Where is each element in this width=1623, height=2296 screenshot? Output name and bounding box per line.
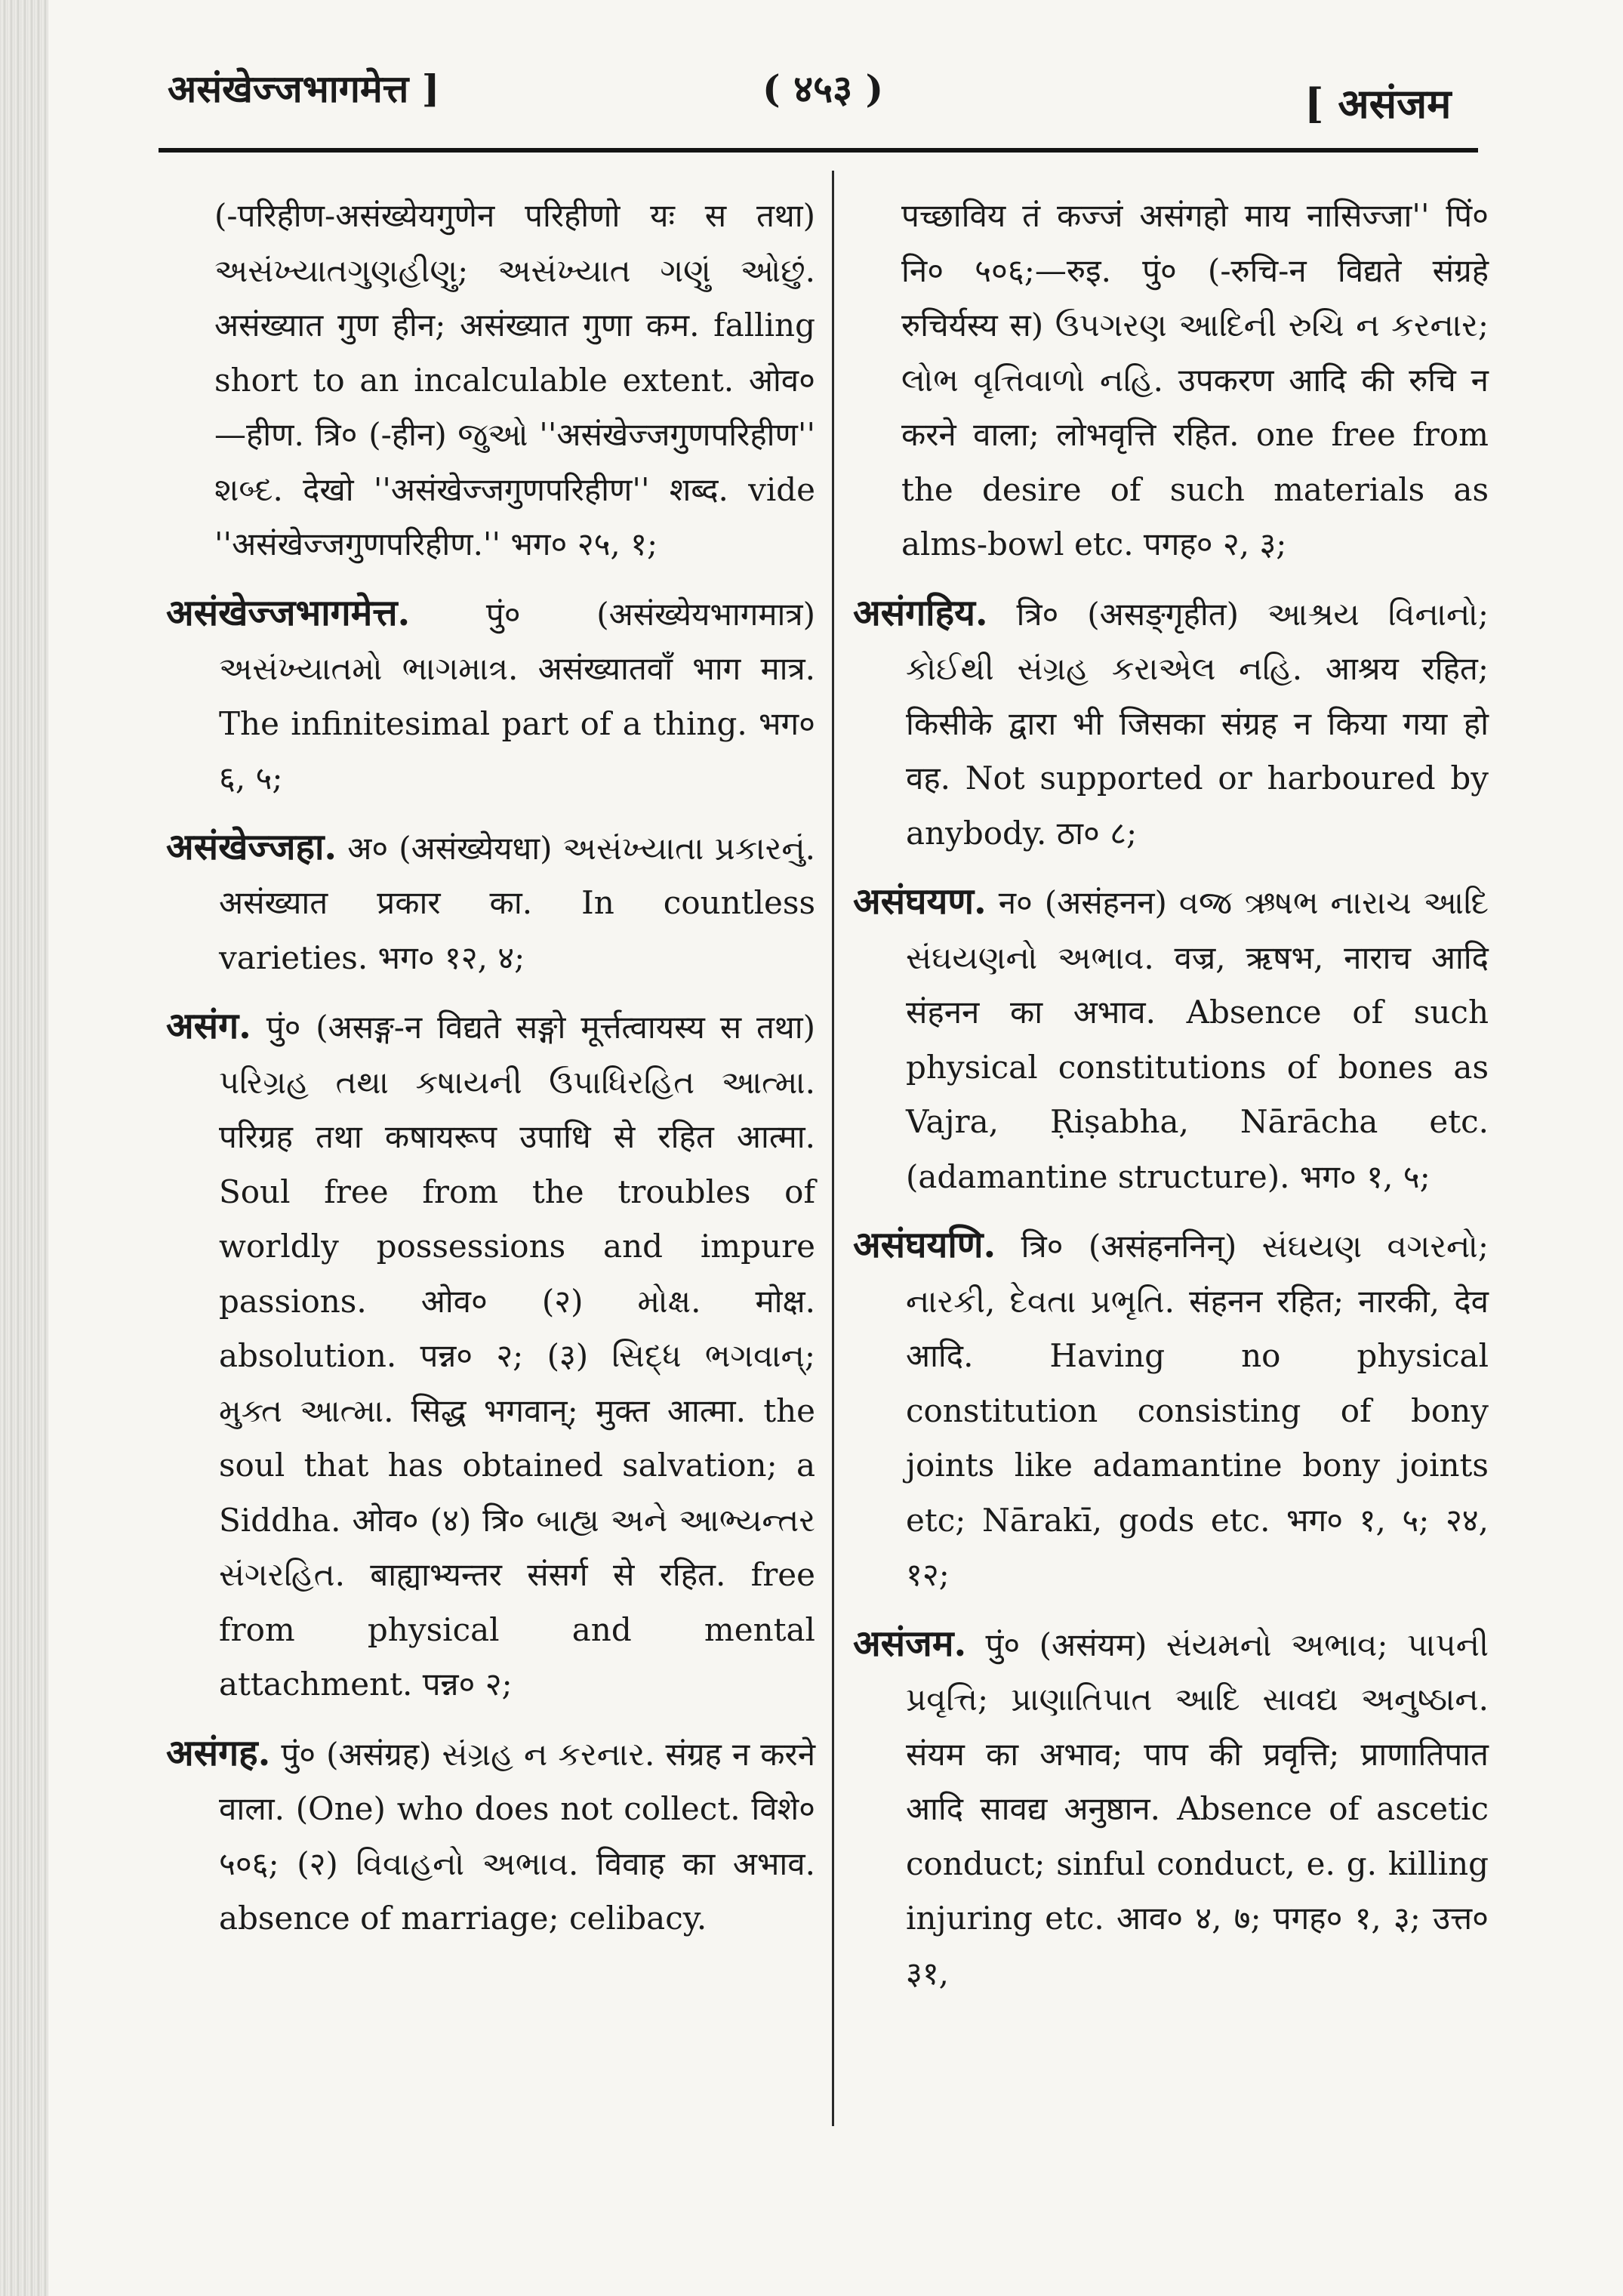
entry-headword: असंगहिय.: [853, 591, 988, 634]
entry-text: पुं० (असङ्ग-न विद्यते सङ्गो मूर्त्तत्वायस्य स तथा) પરિગ્રહ તથા કષાયની ઉપાધિરહિત આત્મા. परिग्रह तथा कषायरूप उपाधि से रहित आत्मा. Soul free from the troubles of worldly possessions and impure passions. ओव० (२) મોક્ષ. मोक्ष. absolution. पन्न० २; (३) સિદ્ધ ભગવાન્; મુક્ત આત્મા. सिद्ध भगवान्; मुक्त आत्मा. the soul that has obtained salvation; a Siddha. ओव० (४) त्रि० બાહ્ય અને આભ્યન્તર સંગરહિત. बाह्याभ्यन्तर संसर्ग से रहित. free from physical and mental attachment. पन्न० २;: [219, 1009, 815, 1703]
entry-text: पच्छाविय तं कज्जं असंगहो माय नासिज्जा'' पिं० नि० ५०६;—रुइ. पुं० (-रुचि-न विद्यते संग्रहे रुचिर्यस्य स) ઉપગરણ આદિની રુચિ ન કરનાર; લોભ વૃત્તિવાળો નહિ. उपकरण आदि की रुचि न करने वाला; लोभवृत्ति रहित. one free from the desire of such materials as alms-bowl etc. पगह० २, ३;: [901, 197, 1489, 562]
dictionary-entry: [166, 187, 815, 572]
dictionary-entry: [166, 820, 815, 986]
dictionary-entry: [853, 874, 1489, 1204]
dictionary-entry: [166, 999, 815, 1712]
dictionary-entry: [853, 1616, 1489, 2002]
dictionary-entry: [853, 586, 1489, 861]
entry-headword: असंगह.: [166, 1731, 271, 1774]
entry-headword: असंग.: [166, 1005, 251, 1047]
entry-headword: असंघयण.: [853, 880, 987, 923]
left-column: [166, 187, 815, 1960]
entry-text: (-परिहीण-असंख्येयगुणेन परिहीणो यः स तथा) અસંખ્યાતગુણહીણુ; અસંખ્યાત ગણું ઓછું. असंख्यात गुण हीन; असंख्यात गुणा कम. falling short to an incalculable extent. ओव०—हीण. त्रि० (-हीन) જુઓ ''असंखेज्जगुणपरिहीण'' શબ્દ. देखो ''असंखेज्जगुणपरिहीण'' शब्द. vide ''असंखेज्जगुणपरिहीण.'' भग० २५, १;: [214, 197, 815, 562]
column-divider: [832, 171, 834, 2126]
dictionary-entry: [166, 586, 815, 806]
entry-text: त्रि० (असङ्गृहीत) આશ્રય વિનાનો; કોઈથી સંગ્રહ કરાએલ નહિ. आश्रय रहित; किसीके द्वारा भी जिसका संग्रह न किया गया हो वह. Not supported or harboured by anybody. ठा० ८;: [906, 595, 1489, 852]
entry-text: पुं० (असंग्रह) સંગ્રહ ન કરનાર. संग्रह न करने वाला. (One) who does not collect. विशे० ५०६; (२) વિવાહનો અભાવ. विवाह का अभाव. absence of marriage; celibacy.: [219, 1735, 815, 1937]
entry-text: अ० (असंख्येयधा) અસંખ્યાતા પ્રકારનું. असंख्यात प्रकार का. In countless varieties. भग० १२, ४;: [219, 829, 815, 976]
entry-text: त्रि० (असंहननिन्) સંઘયણ વગરનો; નારકી, દેવતા પ્રભૃતિ. संहनन रहित; नारकी, देव आदि. Having no physical constitution consisting of bony joints like adamantine bony joints etc; Nārakī, gods etc. भग० १, ५; २४, १२;: [906, 1228, 1489, 1593]
entry-text: पुं० (असंयम) સંયમનો અભાવ; પાપની પ્રવૃત્તિ; પ્રાણાતિપાત આદિ સાવદ્ય અનુષ્ઠાન. संयम का अभाव; पाप की प्रवृत्ति; प्राणातिपात आदि सावद्य अनुष्ठान. Absence of ascetic conduct; sinful conduct, e. g. killing injuring etc. आव० ४, ७; पगह० १, ३; उत्त० ३१,: [906, 1626, 1489, 1992]
entry-text: पुं० (असंख्येयभागमात्र) અસંખ્યાતમો ભાગમાત્ર. असंख्यातवाँ भाग मात्र. The infinitesimal part of a thing. भग० ६, ५;: [219, 595, 815, 797]
dictionary-entry: [853, 1218, 1489, 1603]
entry-headword: असंखेज्जभागमेत्त.: [166, 591, 411, 634]
running-head-left: असंखेज्जभागमेत्त ]: [168, 66, 440, 111]
page-number: ( ४५३ ): [762, 66, 884, 111]
header-rule: [159, 148, 1478, 153]
entry-headword: असंजम.: [853, 1622, 967, 1665]
entry-text: न० (असंहनन) વજ્ર ઋષભ નારાચ આદિ સંઘયણનો અભાવ. वज्र, ऋषभ, नाराच आदि संहनन का अभाव. Absence of such physical constitutions of bones as Vajra, Ṛiṣabha, Nārācha etc. (adamantine structure). भग० १, ५;: [906, 884, 1489, 1195]
entry-headword: असंघयणि.: [853, 1224, 996, 1266]
entry-headword: असंखेज्जहा.: [166, 825, 337, 868]
dictionary-entry: [166, 1726, 815, 1946]
right-column: [853, 187, 1489, 2014]
running-head-right: [ असंजम: [1304, 79, 1452, 128]
dictionary-entry: [853, 187, 1489, 572]
page-binding-edge: [0, 0, 48, 2296]
